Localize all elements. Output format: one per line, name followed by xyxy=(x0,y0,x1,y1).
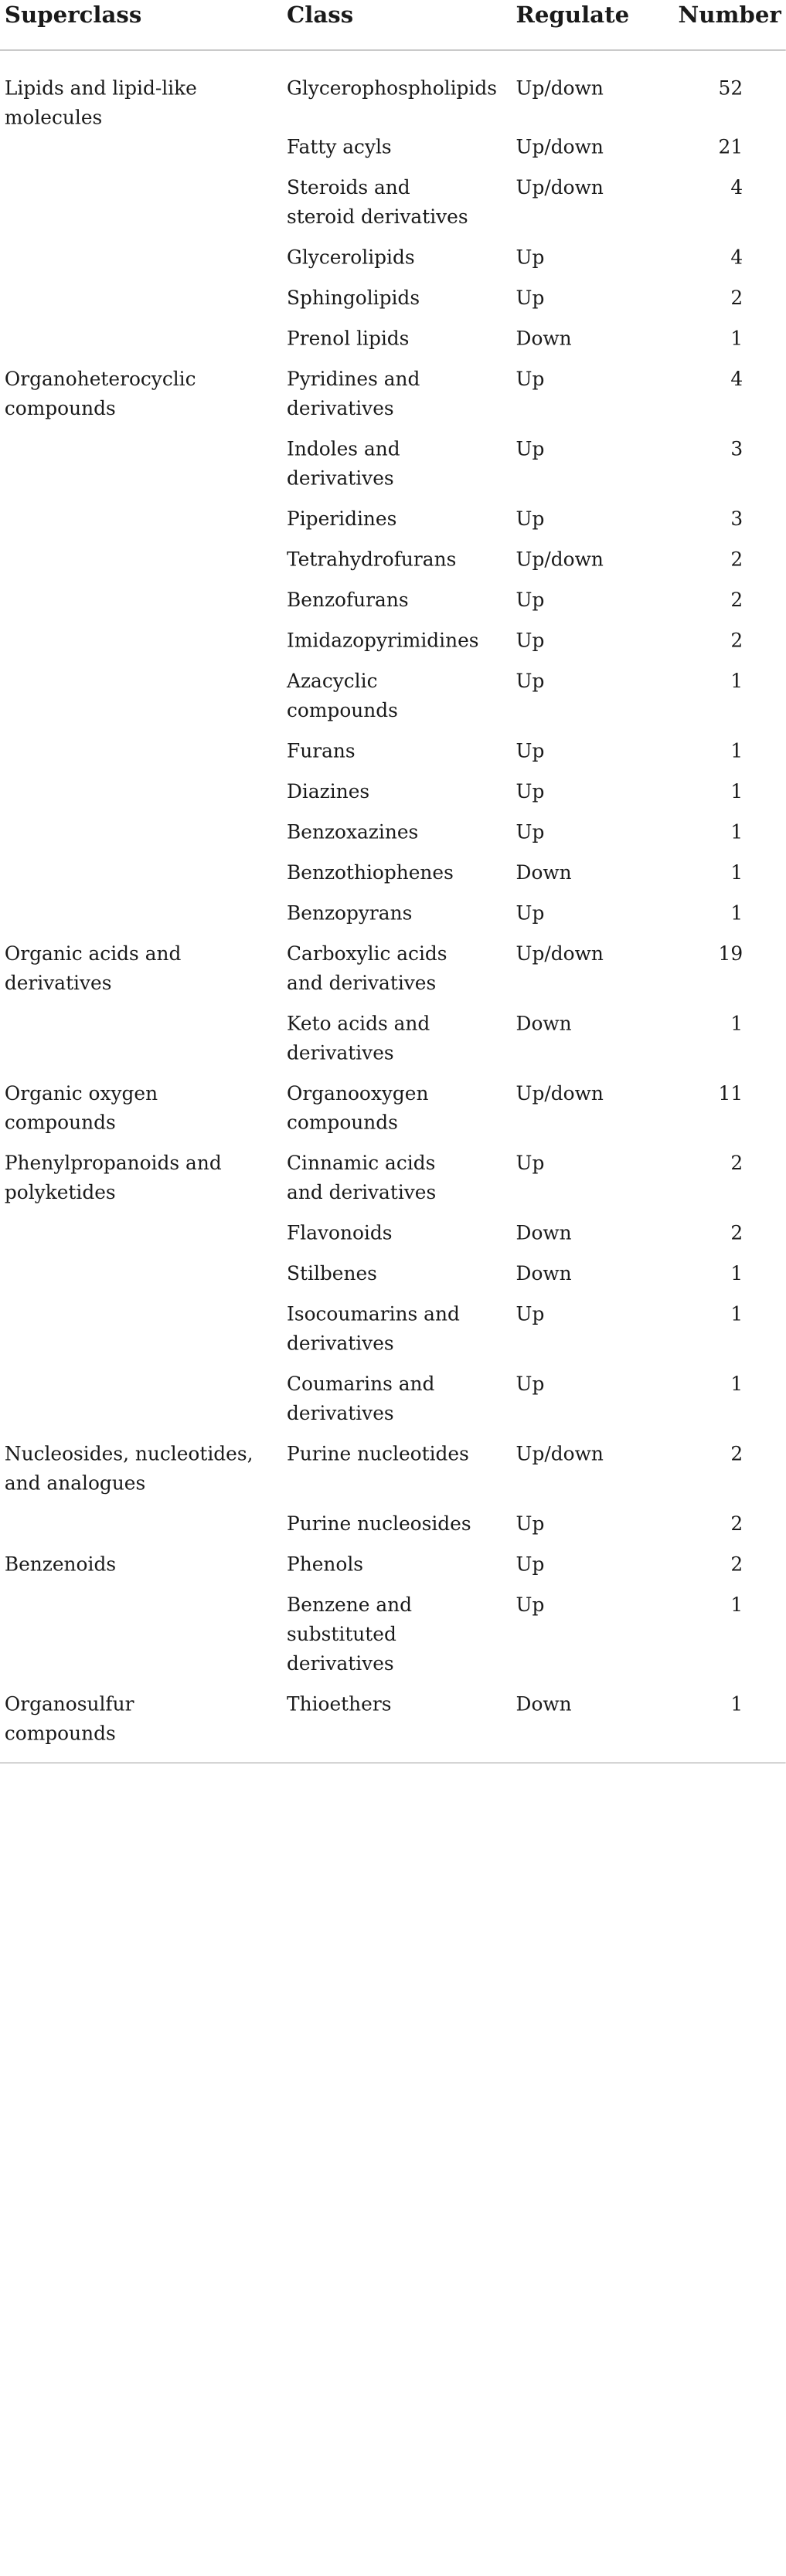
cell-class: Glycerophospholipids xyxy=(287,77,498,100)
cell-class: Steroids and steroid derivatives xyxy=(287,177,468,229)
table-row xyxy=(0,1219,786,1260)
table-row xyxy=(0,1591,786,1690)
cell-superclass xyxy=(0,435,287,504)
cell-regulate: Up/down xyxy=(515,548,604,572)
cell-class: Coumarins and derivatives xyxy=(287,1373,435,1426)
table-row xyxy=(0,133,786,174)
cell-regulate: Up/down xyxy=(515,77,604,100)
table-row xyxy=(0,174,786,243)
cell-number: 2 xyxy=(730,630,743,653)
cell-regulate: Up xyxy=(515,287,545,311)
cell-superclass xyxy=(0,737,287,778)
cell-number: 1 xyxy=(730,780,743,804)
table-row xyxy=(0,899,786,940)
table-row xyxy=(0,1300,786,1369)
cell-superclass: Benzenoids xyxy=(4,1553,117,1576)
header-superclass: Superclass xyxy=(0,0,287,50)
cell-class: Stilbenes xyxy=(287,1263,377,1286)
table-row xyxy=(0,737,786,778)
table-row xyxy=(0,1510,786,1551)
cell-class: Benzene and substituted derivatives xyxy=(287,1594,413,1676)
cell-number: 52 xyxy=(718,77,743,100)
cell-class: Tetrahydrofurans xyxy=(287,548,457,572)
table-row xyxy=(0,1260,786,1301)
cell-class: Fatty acyls xyxy=(287,136,392,159)
cell-superclass xyxy=(0,586,287,627)
cell-number: 2 xyxy=(730,1152,743,1176)
cell-regulate: Up/down xyxy=(515,1443,604,1466)
table-row xyxy=(0,1690,786,1760)
cell-class: Carboxylic acids and derivatives xyxy=(287,943,447,996)
cell-superclass xyxy=(0,545,287,586)
cell-number: 2 xyxy=(730,287,743,311)
cell-regulate: Up xyxy=(515,1594,545,1617)
cell-superclass: Organosulfur compounds xyxy=(4,1693,134,1746)
cell-superclass xyxy=(0,778,287,819)
cell-regulate: Up xyxy=(515,507,545,531)
cell-superclass xyxy=(0,1591,287,1690)
cell-number: 1 xyxy=(730,1594,743,1617)
cell-superclass: Organic oxygen compounds xyxy=(4,1082,158,1135)
cell-class: Cinnamic acids and derivatives xyxy=(287,1152,437,1205)
cell-class: Benzofurans xyxy=(287,589,409,613)
table-body xyxy=(0,50,786,1760)
table-row xyxy=(0,1010,786,1079)
cell-regulate: Up xyxy=(515,246,545,270)
cell-superclass xyxy=(0,626,287,667)
cell-number: 1 xyxy=(730,1373,743,1397)
cell-number: 2 xyxy=(730,1443,743,1466)
cell-class: Pyridines and derivatives xyxy=(287,368,420,421)
cell-number: 2 xyxy=(730,1553,743,1576)
cell-number: 11 xyxy=(718,1082,743,1106)
cell-class: Isocoumarins and derivatives xyxy=(287,1303,460,1356)
cell-regulate: Up xyxy=(515,438,545,461)
cell-class: Organooxygen compounds xyxy=(287,1082,429,1135)
table-row xyxy=(0,505,786,546)
cell-superclass xyxy=(0,284,287,325)
header-class: Class xyxy=(287,0,516,50)
cell-class: Flavonoids xyxy=(287,1222,393,1245)
cell-superclass: Nucleosides, nucleotides, and analogues xyxy=(4,1443,253,1495)
cell-superclass xyxy=(0,1219,287,1260)
table-row xyxy=(0,50,786,133)
cell-number: 19 xyxy=(718,943,743,966)
cell-regulate: Up/down xyxy=(515,177,604,200)
cell-class: Diazines xyxy=(287,780,370,804)
cell-superclass xyxy=(0,505,287,546)
cell-regulate: Up xyxy=(515,780,545,804)
cell-number: 4 xyxy=(730,368,743,392)
cell-class: Benzothiophenes xyxy=(287,861,454,885)
cell-number: 1 xyxy=(730,328,743,351)
cell-class: Prenol lipids xyxy=(287,328,410,351)
cell-number: 2 xyxy=(730,1222,743,1245)
cell-class: Purine nucleosides xyxy=(287,1513,471,1536)
cell-superclass xyxy=(0,859,287,900)
cell-number: 21 xyxy=(718,136,743,159)
cell-number: 1 xyxy=(730,670,743,694)
cell-regulate: Down xyxy=(515,1693,572,1716)
cell-number: 3 xyxy=(730,438,743,461)
cell-number: 1 xyxy=(730,740,743,763)
table-row xyxy=(0,324,786,365)
cell-class: Phenols xyxy=(287,1553,364,1576)
cell-regulate: Up/down xyxy=(515,943,604,966)
cell-number: 1 xyxy=(730,821,743,844)
cell-number: 2 xyxy=(730,1513,743,1536)
cell-regulate: Up xyxy=(515,1303,545,1327)
cell-class: Furans xyxy=(287,740,356,763)
cell-superclass: Organic acids and derivatives xyxy=(4,943,182,996)
table-row xyxy=(0,586,786,627)
cell-superclass xyxy=(0,324,287,365)
cell-regulate: Down xyxy=(515,328,572,351)
cell-number: 1 xyxy=(730,1013,743,1036)
cell-class: Purine nucleotides xyxy=(287,1443,469,1466)
cell-class: Indoles and derivatives xyxy=(287,438,400,490)
table-row xyxy=(0,1149,786,1219)
cell-number: 2 xyxy=(730,548,743,572)
cell-superclass xyxy=(0,1300,287,1369)
header-row xyxy=(0,0,786,50)
table-row xyxy=(0,1440,786,1509)
table-row xyxy=(0,243,786,284)
cell-superclass: Phenylpropanoids and polyketides xyxy=(4,1152,222,1205)
cell-regulate: Up xyxy=(515,368,545,392)
table-row xyxy=(0,545,786,586)
cell-superclass xyxy=(0,174,287,243)
cell-regulate: Down xyxy=(515,1263,572,1286)
cell-regulate: Up xyxy=(515,1373,545,1397)
cell-regulate: Up xyxy=(515,630,545,653)
table-row xyxy=(0,1370,786,1440)
cell-regulate: Up xyxy=(515,589,545,613)
cell-regulate: Up xyxy=(515,902,545,925)
cell-class: Piperidines xyxy=(287,507,397,531)
table-row xyxy=(0,818,786,859)
cell-regulate: Up xyxy=(515,740,545,763)
cell-class: Benzoxazines xyxy=(287,821,419,844)
cell-regulate: Up xyxy=(515,1553,545,1576)
table-row xyxy=(0,1550,786,1591)
cell-number: 3 xyxy=(730,507,743,531)
table-row xyxy=(0,365,786,435)
cell-regulate: Up xyxy=(515,1513,545,1536)
cell-number: 1 xyxy=(730,1303,743,1327)
cell-class: Benzopyrans xyxy=(287,902,413,925)
cell-number: 1 xyxy=(730,1263,743,1286)
cell-class: Thioethers xyxy=(287,1693,392,1716)
cell-class: Sphingolipids xyxy=(287,287,420,311)
cell-superclass xyxy=(0,1510,287,1551)
table-row xyxy=(0,859,786,900)
table-row xyxy=(0,1080,786,1149)
table-row xyxy=(0,778,786,819)
cell-number: 2 xyxy=(730,589,743,613)
cell-regulate: Up xyxy=(515,670,545,694)
cell-superclass xyxy=(0,133,287,174)
cell-number: 1 xyxy=(730,861,743,885)
header-number: Number xyxy=(654,0,786,50)
cell-superclass xyxy=(0,1370,287,1440)
cell-number: 4 xyxy=(730,177,743,200)
cell-regulate: Up xyxy=(515,1152,545,1176)
cell-number: 4 xyxy=(730,246,743,270)
table-row xyxy=(0,626,786,667)
cell-superclass xyxy=(0,243,287,284)
table-row xyxy=(0,940,786,1010)
cell-superclass xyxy=(0,818,287,859)
table-row xyxy=(0,284,786,325)
cell-superclass xyxy=(0,667,287,737)
cell-regulate: Down xyxy=(515,1222,572,1245)
cell-class: Keto acids and derivatives xyxy=(287,1013,430,1065)
cell-superclass: Organoheterocyclic compounds xyxy=(4,368,196,421)
cell-number: 1 xyxy=(730,902,743,925)
cell-superclass xyxy=(0,1010,287,1079)
cell-superclass xyxy=(0,1260,287,1301)
cell-superclass: Lipids and lipid-like molecules xyxy=(4,77,197,130)
cell-superclass xyxy=(0,899,287,940)
header-regulate: Regulate xyxy=(516,0,654,50)
cell-number: 1 xyxy=(730,1693,743,1716)
cell-class: Glycerolipids xyxy=(287,246,415,270)
cell-regulate: Up/down xyxy=(515,136,604,159)
cell-regulate: Down xyxy=(515,1013,572,1036)
cell-regulate: Down xyxy=(515,861,572,885)
cell-regulate: Up/down xyxy=(515,1082,604,1106)
cell-class: Imidazopyrimidines xyxy=(287,630,479,653)
cell-regulate: Up xyxy=(515,821,545,844)
table-row xyxy=(0,667,786,737)
table-row xyxy=(0,435,786,504)
cell-class: Azacyclic compounds xyxy=(287,670,398,723)
